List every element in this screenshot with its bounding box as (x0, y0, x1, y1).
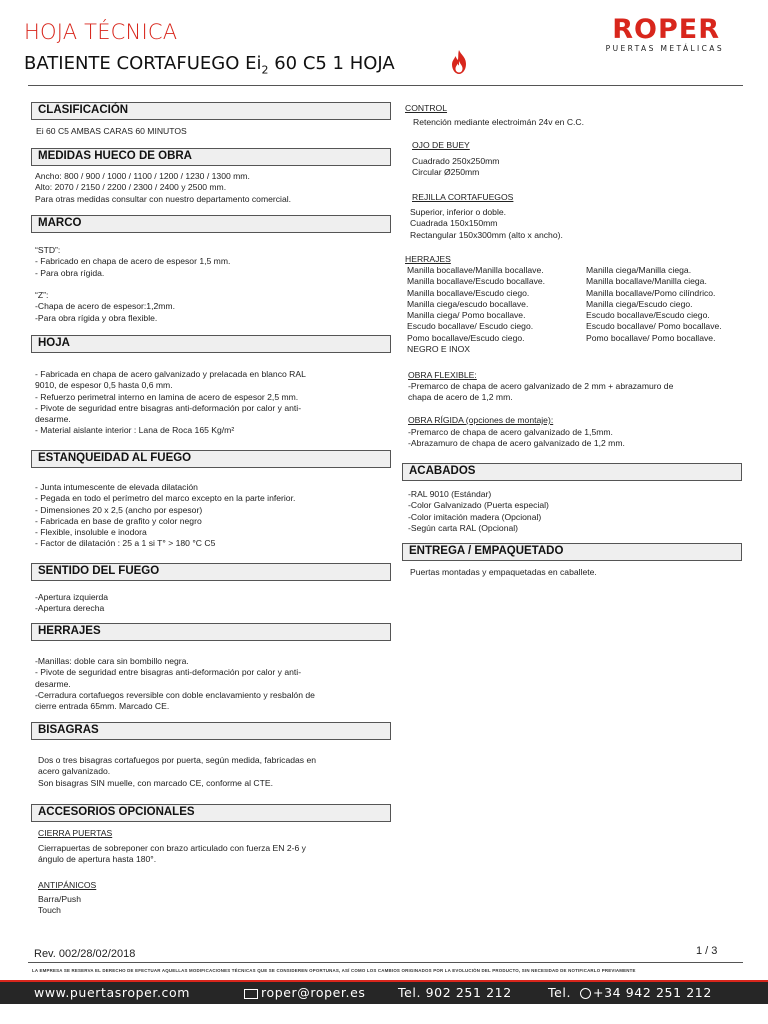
cierra-puertas-title: CIERRA PUERTAS (38, 828, 113, 838)
cierra-puertas-text: Cierrapuertas de sobreponer con brazo articulado con fuerza EN 2-6 y ángulo de apertura hasta 180°. (38, 843, 306, 865)
section-sentido (31, 563, 391, 581)
section-title: MEDIDAS HUECO DE OBRA (31, 148, 391, 166)
document-category: HOJA TÉCNICA (24, 20, 178, 44)
hoja-text: - Fabricada en chapa de acero galvanizado y prelacada en blanco RAL 9010, de espesor 0,5 hasta 0,6 mm. - Refuerzo perimetral interno en lamina de acero de espesor 2,5 mm. - Pivote de seguridad entre bisagras anti-deformación por calor y anti- desarme. - Material aislante interior : Lana de Roca 165 Kg/m² (35, 369, 306, 436)
brand-logo: ROPER (612, 14, 720, 45)
rejilla-text: Superior, inferior o doble. Cuadrada 150x150mm Rectangular 150x300mm (alto x ancho). (410, 207, 563, 240)
header-divider (28, 85, 743, 86)
herrajes-options-right: Manilla ciega/Manilla ciega. Manilla bocallave/Manilla ciega. Manilla bocallave/Pomo cilíndrico. Manilla ciega/Escudo ciego. Escudo bocallave/Escudo ciego. Escudo bocallave/ Pomo bocallave. Pomo bocallave/ Pomo bocallave. (586, 265, 722, 343)
section-bisagras (31, 722, 391, 740)
section-acabados (402, 463, 742, 481)
section-marco (31, 215, 391, 233)
entrega-text: Puertas montadas y empaquetadas en caballete. (410, 567, 597, 577)
contact-bar (0, 980, 768, 1004)
section-title: ENTREGA / EMPAQUETADO (402, 543, 742, 561)
title-subscript: 2 (261, 63, 269, 77)
sentido-text: -Apertura izquierda -Apertura derecha (35, 592, 109, 614)
globe-icon (580, 988, 591, 999)
marco-text: “STD”: - Fabricado en chapa de acero de espesor 1,5 mm. - Para obra rígida. “Z”: -Chapa de acero de espesor:1,2mm. -Para obra rígida y obra flexible. (35, 245, 231, 323)
section-title: HOJA (31, 335, 391, 353)
section-clasificacion (31, 102, 391, 120)
herrajes-options-left: Manilla bocallave/Manilla bocallave. Manilla bocallave/Escudo bocallave. Manilla bocallave/Escudo ciego. Manilla ciega/escudo bocallave. Manilla ciega/ Pomo bocallave. Escudo bocallave/ Escudo ciego. Pomo bocallave/Escudo ciego. NEGRO E INOX (407, 265, 546, 355)
website-link[interactable]: www.puertasroper.com (34, 985, 191, 1000)
section-title: ACABADOS (402, 463, 742, 481)
bisagras-text: Dos o tres bisagras cortafuegos por puerta, según medida, fabricadas en acero galvanizado. Son bisagras SIN muelle, con marcado CE, conforme al CTE. (38, 755, 317, 788)
footer-divider (28, 962, 743, 963)
ojo-de-buey-text: Cuadrado 250x250mm Circular Ø250mm (412, 156, 500, 178)
section-herrajes (31, 623, 391, 641)
medidas-text: Ancho: 800 / 900 / 1000 / 1100 / 1200 / 1230 / 1300 mm. Alto: 2070 / 2150 / 2200 / 2300 / 2400 y 2500 mm. Para otras medidas consultar con nuestro departamento comercial. (35, 171, 292, 204)
email-text: roper@roper.es (261, 985, 366, 1000)
antipanicos-title: ANTIPÁNICOS (38, 880, 97, 890)
section-estanqueidad (31, 450, 391, 468)
phone-2-text: +34 942 251 212 (593, 985, 712, 1000)
antipanicos-text: Barra/Push Touch (38, 894, 81, 916)
section-entrega (402, 543, 742, 561)
estanqueidad-text: - Junta intumescente de elevada dilatación - Pegada en todo el perímetro del marco excepto en la parte inferior. - Dimensiones 20 x 2,5 (ancho por espesor) - Fabricada en base de grafito y color negro - Flexible, insoluble e inodora - Factor de dilatación : 25 a 1 si T° > 180 °C C5 (35, 482, 296, 549)
obra-flexible-title: OBRA FLEXIBLE: (408, 370, 477, 380)
section-title: SENTIDO DEL FUEGO (31, 563, 391, 581)
section-title: MARCO (31, 215, 391, 233)
section-title: CLASIFICACIÓN (31, 102, 391, 120)
section-title: ACCESORIOS OPCIONALES (31, 804, 391, 822)
title-prefix: BATIENTE CORTAFUEGO Ei (24, 53, 262, 74)
herrajes-options-title: HERRAJES (405, 254, 451, 264)
legal-disclaimer: LA EMPRESA SE RESERVA EL DERECHO DE EFECTUAR AQUELLAS MODIFICACIONES TÉCNICAS QUE SE CONSIDEREN OPORTUNAS, ASÍ COMO LOS CAMBIOS ORIGINADOS POR LA EVOLUCIÓN DEL PRODUCTO, SIN NECESIDAD DE NOTIFICARLO PREVIAMENTE (32, 968, 636, 973)
section-title: HERRAJES (31, 623, 391, 641)
obra-rigida-title: OBRA RÍGIDA (opciones de montaje): (408, 415, 554, 425)
revision-label: Rev. 002/28/02/2018 (34, 948, 136, 960)
section-medidas (31, 148, 391, 166)
brand-subtitle: PUERTAS METÁLICAS (605, 44, 724, 53)
phone-2 (580, 985, 712, 1000)
title-suffix: 60 C5 1 HOJA (268, 53, 395, 74)
rejilla-title: REJILLA CORTAFUEGOS (412, 192, 514, 202)
page-number: 1 / 3 (696, 945, 718, 957)
fire-icon (446, 49, 472, 75)
section-accesorios (31, 804, 391, 822)
obra-flexible-text: -Premarco de chapa de acero galvanizado de 2 mm + abrazamuro de chapa de acero de 1,2 mm. (408, 381, 674, 403)
section-title: ESTANQUEIDAD AL FUEGO (31, 450, 391, 468)
document-title (24, 53, 395, 77)
ojo-de-buey-title: OJO DE BUEY (412, 140, 470, 150)
control-text: Retención mediante electroimán 24v en C.C. (413, 117, 585, 127)
mail-icon (244, 989, 258, 999)
phone-2-label: Tel. (548, 985, 572, 1000)
acabados-text: -RAL 9010 (Estándar) -Color Galvanizado (Puerta especial) -Color imitación madera (Opcional) -Según carta RAL (Opcional) (408, 489, 549, 533)
phone-1: Tel. 902 251 212 (398, 985, 512, 1000)
obra-rigida-text: -Premarco de chapa de acero galvanizado de 1,5mm. -Abrazamuro de chapa de acero galvanizado de 1,2 mm. (408, 427, 625, 449)
section-title: BISAGRAS (31, 722, 391, 740)
section-hoja (31, 335, 391, 353)
control-title: CONTROL (405, 103, 448, 113)
herrajes-text: -Manillas: doble cara sin bombillo negra. - Pivote de seguridad entre bisagras anti-deformación por calor y anti- desarme. -Cerradura cortafuegos reversible con doble enclavamiento y resbalón de cierre entrada 65mm. Marcado CE. (35, 656, 315, 712)
email-link[interactable] (244, 985, 365, 1000)
clasificacion-text: Ei 60 C5 AMBAS CARAS 60 MINUTOS (36, 126, 187, 136)
